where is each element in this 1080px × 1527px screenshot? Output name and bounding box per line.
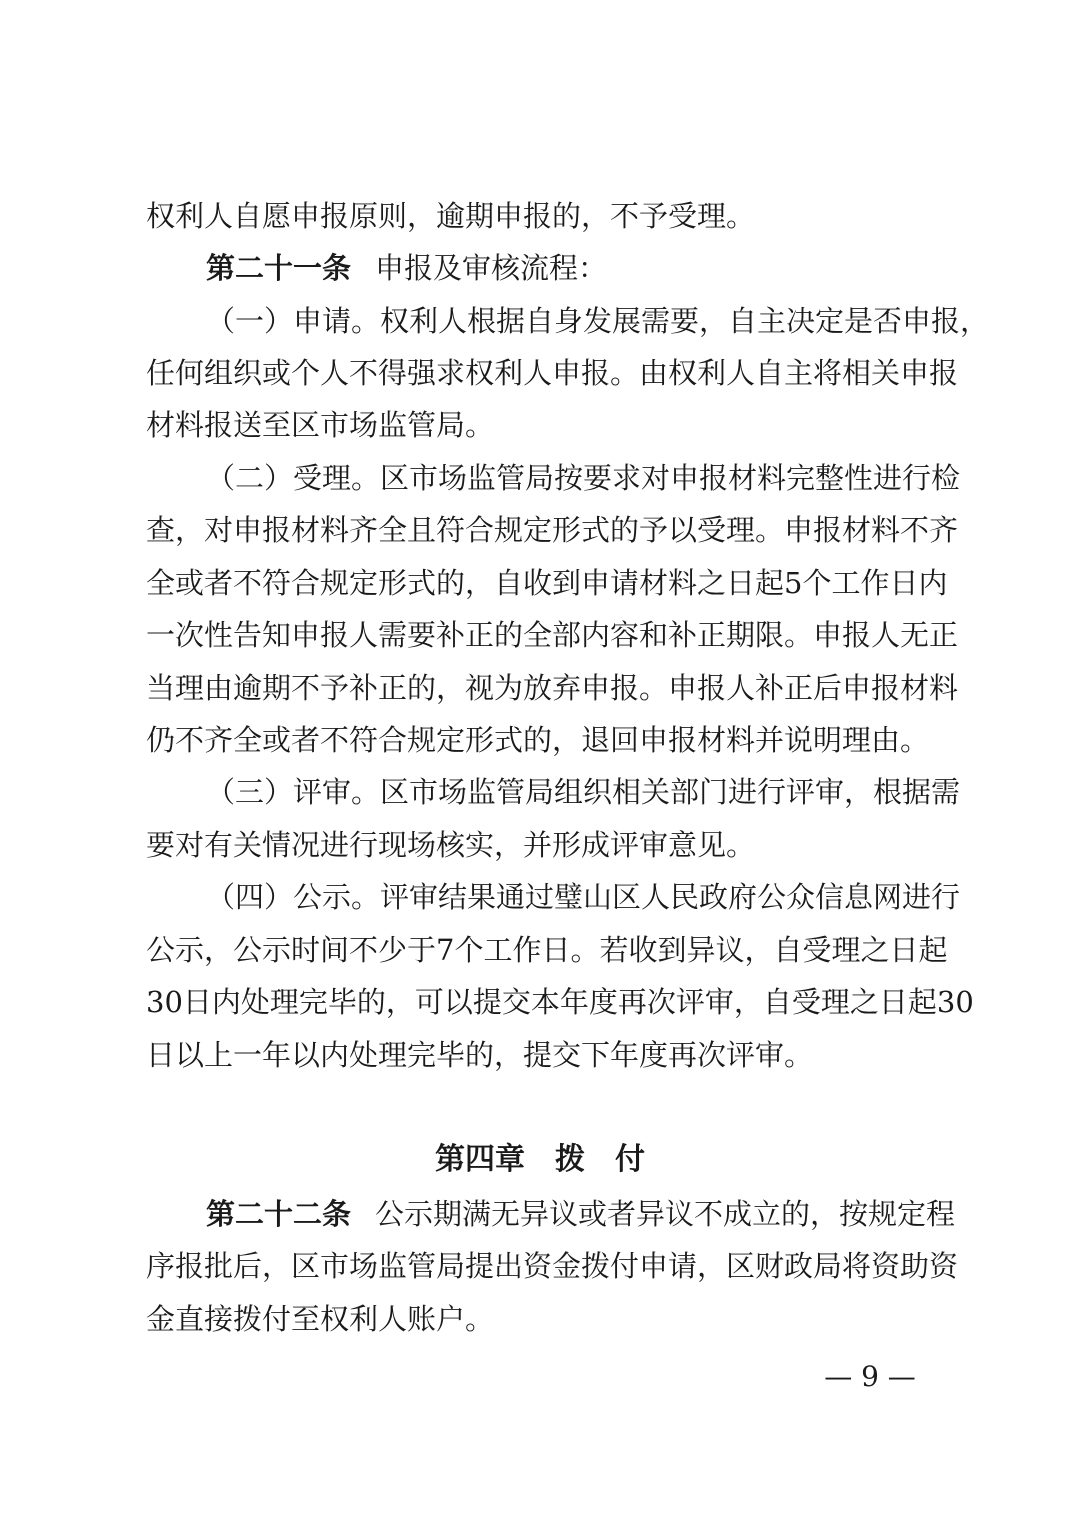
paragraph-line: 权利人自愿申报原则，逾期申报的，不予受理。 bbox=[146, 199, 756, 233]
article-22-label: 第二十二条 bbox=[206, 1197, 352, 1231]
chapter-title: 第四章 拨 付 bbox=[435, 1142, 645, 1177]
paragraph-line: 日以上一年以内处理完毕的，提交下年度再次评审。 bbox=[146, 1038, 814, 1072]
paragraph-line: （三）评审。区市场监管局组织相关部门进行评审，根据需 bbox=[206, 775, 961, 809]
paragraph-line: 要对有关情况进行现场核实，并形成评审意见。 bbox=[146, 828, 756, 862]
paragraph-line: 公示，公示时间不少于7个工作日。若收到异议，自受理之日起 bbox=[146, 933, 948, 967]
article-21-label: 第二十一条 bbox=[206, 251, 352, 285]
paragraph-line: 一次性告知申报人需要补正的全部内容和补正期限。申报人无正 bbox=[146, 618, 959, 652]
paragraph-line: 序报批后，区市场监管局提出资金拨付申请，区财政局将资助资 bbox=[146, 1249, 959, 1283]
paragraph-line: （二）受理。区市场监管局按要求对申报材料完整性进行检 bbox=[206, 461, 961, 495]
paragraph-line: 材料报送至区市场监管局。 bbox=[146, 408, 495, 442]
paragraph-line: （四）公示。评审结果通过璧山区人民政府公众信息网进行 bbox=[206, 880, 961, 914]
article-22-line bbox=[206, 1188, 956, 1240]
article-21-text: 申报及审核流程： bbox=[375, 251, 608, 285]
paragraph-line: 任何组织或个人不得强求权利人申报。由权利人自主将相关申报 bbox=[146, 356, 959, 390]
paragraph-line: 查，对申报材料齐全且符合规定形式的予以受理。申报材料不齐 bbox=[146, 513, 959, 547]
paragraph-line: 当理由逾期不予补正的，视为放弃申报。申报人补正后申报材料 bbox=[146, 671, 959, 705]
page-number: — 9 — bbox=[824, 1360, 916, 1393]
paragraph-line: 30日内处理完毕的，可以提交本年度再次评审，自受理之日起30 bbox=[146, 985, 974, 1019]
paragraph-line: 全或者不符合规定形式的，自收到申请材料之日起5个工作日内 bbox=[146, 566, 948, 600]
paragraph-line: 金直接拨付至权利人账户。 bbox=[146, 1302, 495, 1336]
paragraph-line: （一）申请。权利人根据自身发展需要，自主决定是否申报， bbox=[206, 304, 990, 338]
article-22-text: 公示期满无异议或者异议不成立的，按规定程 bbox=[375, 1197, 956, 1231]
article-21-heading bbox=[206, 242, 946, 294]
paragraph-line: 仍不齐全或者不符合规定形式的，退回申报材料并说明理由。 bbox=[146, 723, 930, 757]
